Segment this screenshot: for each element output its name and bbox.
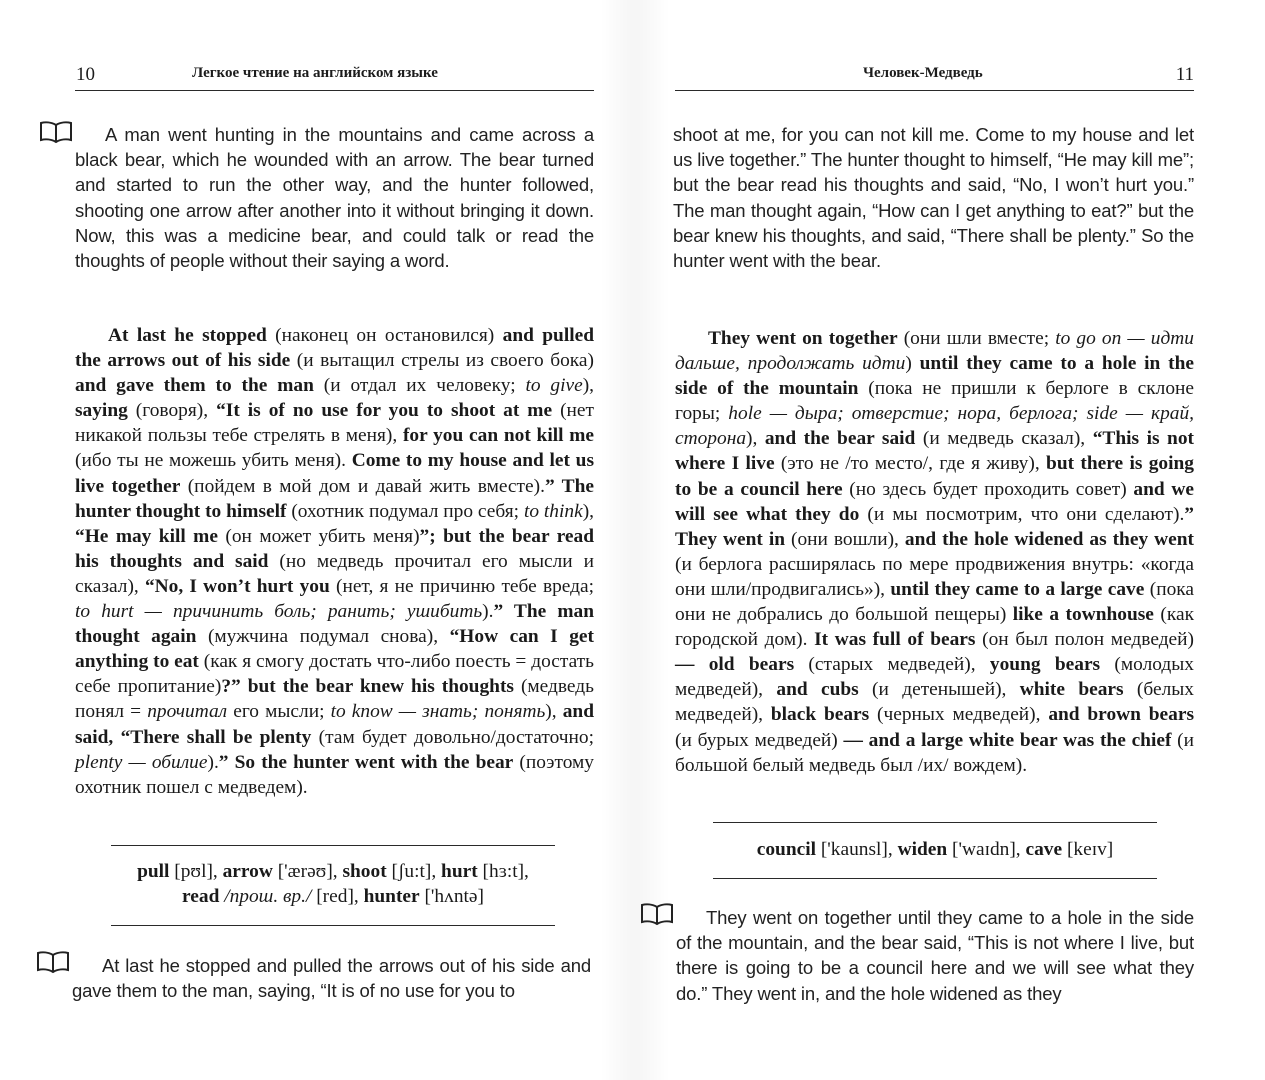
right-english-text: shoot at me, for you can not kill me. Come to my house and let us live together.” The hunter thought to himself, “He may kill me”; but the bear read his thoughts and said, “No, I won’t hurt you.” The man thought again, “How can I get anything to eat?” but the bear knew his thoughts, and said, “There shall be plenty.” So the hunter went with the bear. <box>673 124 1194 272</box>
english-phrase: arrow <box>222 861 273 882</box>
english-phrase: — old bears <box>675 654 795 676</box>
english-phrase: — and a large white bear was the chief <box>843 729 1172 751</box>
russian-translation: ['waɪdn], <box>947 839 1026 860</box>
russian-translation: (и бурых медведей) <box>675 729 844 751</box>
right-vocabulary-box <box>713 822 1157 879</box>
right-running-header <box>675 60 1194 91</box>
english-phrase: and we will see what they do <box>675 478 1194 525</box>
english-phrase: ” The hunter thought to himself <box>75 475 594 522</box>
english-phrase: hurt <box>441 861 478 882</box>
vocabulary-line <box>713 837 1157 862</box>
russian-translation: (и отдал их человеку; <box>313 375 526 397</box>
russian-translation: [keɪv] <box>1062 839 1114 860</box>
left-english-paragraph <box>75 122 594 273</box>
english-phrase: “No, I won’t hurt you <box>144 575 330 597</box>
russian-translation: (мужчина подумал снова), <box>196 626 450 648</box>
russian-translation: (ибо ты не можешь убить меня). <box>75 450 352 472</box>
italic-note: to hurt — причинить боль; ранить; ушибить <box>75 601 483 623</box>
english-phrase: until they came to a hole in the side of the mountain <box>675 353 1194 400</box>
right-english-bottom-text: They went on together until they came to a hole in the side of the mountain, and the bear said, “This is not where I live, but there is going to be a council here and we will see what they do.” They went in, and the hole widened as they <box>676 907 1194 1004</box>
english-phrase: for you can not kill me <box>402 425 594 447</box>
russian-translation: (и большой белый медведь был /их/ вождем). <box>675 729 1195 776</box>
russian-translation: (но здесь будет проходить совет) <box>842 478 1134 500</box>
italic-note: to know — знать; понять <box>330 701 546 723</box>
right-running-title: Человек-Медведь <box>863 65 983 81</box>
russian-translation: (наконец он остановился) <box>266 325 503 346</box>
russian-translation: его мысли; <box>227 701 331 723</box>
english-phrase: It was full of bears <box>814 629 976 651</box>
right-page <box>632 0 1265 1080</box>
english-phrase: “He may kill me <box>75 525 218 547</box>
open-book-icon <box>36 950 70 974</box>
russian-translation: (они шли вместе; <box>897 328 1056 349</box>
russian-translation: [hɜ:t], <box>477 861 529 882</box>
english-phrase: white bears <box>1019 679 1124 701</box>
left-page-number: 10 <box>76 64 95 85</box>
english-phrase: “It is of no use for you to shoot at me <box>216 400 553 422</box>
italic-note: to think <box>523 500 583 522</box>
english-phrase: ” The man thought again <box>75 601 594 648</box>
english-phrase: ” They went in <box>675 503 1194 550</box>
russian-translation: (черных медведей), <box>869 704 1049 726</box>
left-english-paragraph-bottom <box>72 953 591 1003</box>
english-phrase: hunter <box>363 886 420 908</box>
right-page-number: 11 <box>1175 64 1194 85</box>
russian-translation: (молодых медведей), <box>675 654 1194 701</box>
italic-note: to give <box>525 375 583 397</box>
english-phrase: ”; but the bear read his thoughts and said <box>75 525 594 572</box>
russian-translation: (нет никакой пользы тебе стрелять в меня), <box>75 400 594 447</box>
russian-translation: (как городской дом). <box>675 604 1194 651</box>
english-phrase: ” So the hunter went with the bear <box>218 751 514 773</box>
left-running-header <box>75 60 594 91</box>
english-phrase: until they came to a large cave <box>890 578 1145 600</box>
english-phrase: shoot <box>342 861 387 882</box>
russian-translation: (пойдем в мой дом и давай жить вместе). <box>180 475 545 497</box>
russian-translation: (поэтому охотник пошел с медведем). <box>75 751 594 798</box>
open-book-icon <box>39 120 73 144</box>
russian-translation: (и вытащил стрелы из своего бока) <box>290 350 594 372</box>
english-phrase: pull <box>137 861 170 882</box>
russian-translation: ['kaunsl], <box>816 839 898 860</box>
russian-translation: ), <box>545 701 563 723</box>
english-phrase: and the hole widened as they went <box>904 528 1194 550</box>
russian-translation: ['hʌntə] <box>419 886 484 908</box>
english-phrase: council <box>756 839 816 860</box>
russian-translation: (белых медведей), <box>675 679 1194 726</box>
italic-note: plenty — обилие <box>75 751 208 773</box>
left-bilingual-paragraph <box>75 323 594 800</box>
russian-translation: (но медведь прочитал его мысли и сказал), <box>75 550 594 597</box>
right-english-paragraph-bottom <box>676 905 1194 1006</box>
english-phrase: young bears <box>989 654 1101 676</box>
russian-translation: (нет, я не причиню тебе вреда; <box>329 575 595 597</box>
russian-translation: (и медведь сказал), <box>915 428 1093 450</box>
italic-note: to go on — идти дальше, продолжать идти <box>675 328 1194 375</box>
open-book-icon <box>640 902 674 926</box>
left-vocabulary-box <box>111 845 555 926</box>
english-phrase: saying <box>75 400 128 422</box>
left-page <box>0 0 632 1080</box>
english-phrase: and brown bears <box>1048 704 1194 726</box>
russian-translation: (пока они не добрались до большой пещеры) <box>675 578 1194 626</box>
vocabulary-line <box>111 859 555 884</box>
english-phrase: widen <box>897 839 948 860</box>
english-phrase: They went on together <box>708 328 898 349</box>
russian-translation: (пока не пришли к берлоге в склоне горы; <box>675 378 1194 425</box>
russian-translation: [ʃu:t], <box>386 861 442 882</box>
russian-translation: (они вошли), <box>785 528 905 550</box>
russian-translation: (там будет довольно/достаточно; <box>311 726 594 748</box>
english-phrase: but there is going to be a council here <box>675 453 1194 500</box>
russian-translation: (медведь понял = <box>75 676 594 723</box>
italic-note: hole — дыра; отверстие; нора, берлога; side — край, сторона <box>675 403 1195 450</box>
russian-translation: ) <box>905 353 920 375</box>
russian-translation: ['ærəʊ], <box>272 861 343 882</box>
russian-translation: (и детенышей), <box>858 679 1020 701</box>
english-phrase: and gave them to the man <box>75 375 314 397</box>
russian-translation: ), <box>746 428 765 450</box>
italic-note: прочитал <box>147 701 228 723</box>
left-running-title: Легкое чтение на английском языке <box>192 65 438 81</box>
english-phrase: and cubs <box>776 679 859 701</box>
russian-translation: (и берлога расширялась по мере продвижения внутрь: «когда они шли/продвигались»), <box>675 553 1194 600</box>
russian-translation: (говоря), <box>127 400 217 422</box>
russian-translation: ), <box>582 375 595 397</box>
english-phrase: and the bear said <box>764 428 916 450</box>
english-phrase: black bears <box>770 704 870 726</box>
english-phrase: At last he stopped <box>108 325 267 346</box>
english-phrase: read <box>182 886 220 908</box>
russian-translation: (старых медведей), <box>794 654 990 676</box>
russian-translation: (и мы посмотрим, что они сделают). <box>859 503 1185 525</box>
russian-translation: [red], <box>311 886 364 908</box>
english-phrase: and pulled the arrows out of his side <box>75 325 594 372</box>
right-english-paragraph <box>673 122 1194 273</box>
russian-translation: (он может убить меня) <box>217 525 420 547</box>
russian-translation: (это не /то место/, где я живу), <box>774 453 1047 475</box>
english-phrase: and said, “There shall be plenty <box>75 701 594 748</box>
russian-translation: ). <box>482 601 494 623</box>
vocabulary-line <box>111 884 555 909</box>
russian-translation: (охотник подумал про себя; <box>286 500 524 522</box>
english-phrase: “How can I get anything to eat <box>75 626 594 673</box>
russian-translation: ), <box>582 500 594 522</box>
russian-translation: (он был полон медведей) <box>975 629 1194 651</box>
russian-translation: [pʊl], <box>169 861 223 882</box>
left-english-text: A man went hunting in the mountains and came across a black bear, which he wounded with an arrow. The bear turned and started to run the other way, and the hunter followed, shooting one arrow after another into it without bringing it down. Now, this was a medicine bear, and could talk or read the thoughts of people without their saying a word. <box>75 124 594 272</box>
english-phrase: “This is not where I live <box>675 428 1194 475</box>
english-phrase: like a townhouse <box>1012 604 1154 626</box>
russian-translation: ). <box>207 751 219 773</box>
left-english-bottom-text: At last he stopped and pulled the arrows out of his side and gave them to the man, saying, “It is of no use for you to <box>72 955 591 1002</box>
russian-translation: (как я смогу достать что-либо поесть = достать себе пропитание) <box>75 651 594 698</box>
english-phrase: ?” but the bear knew his thoughts <box>221 676 514 698</box>
english-phrase: cave <box>1025 839 1063 860</box>
italic-note: /прош. вр./ <box>219 886 312 908</box>
english-phrase: Come to my house and let us live together <box>75 450 594 497</box>
right-bilingual-paragraph <box>675 326 1194 778</box>
